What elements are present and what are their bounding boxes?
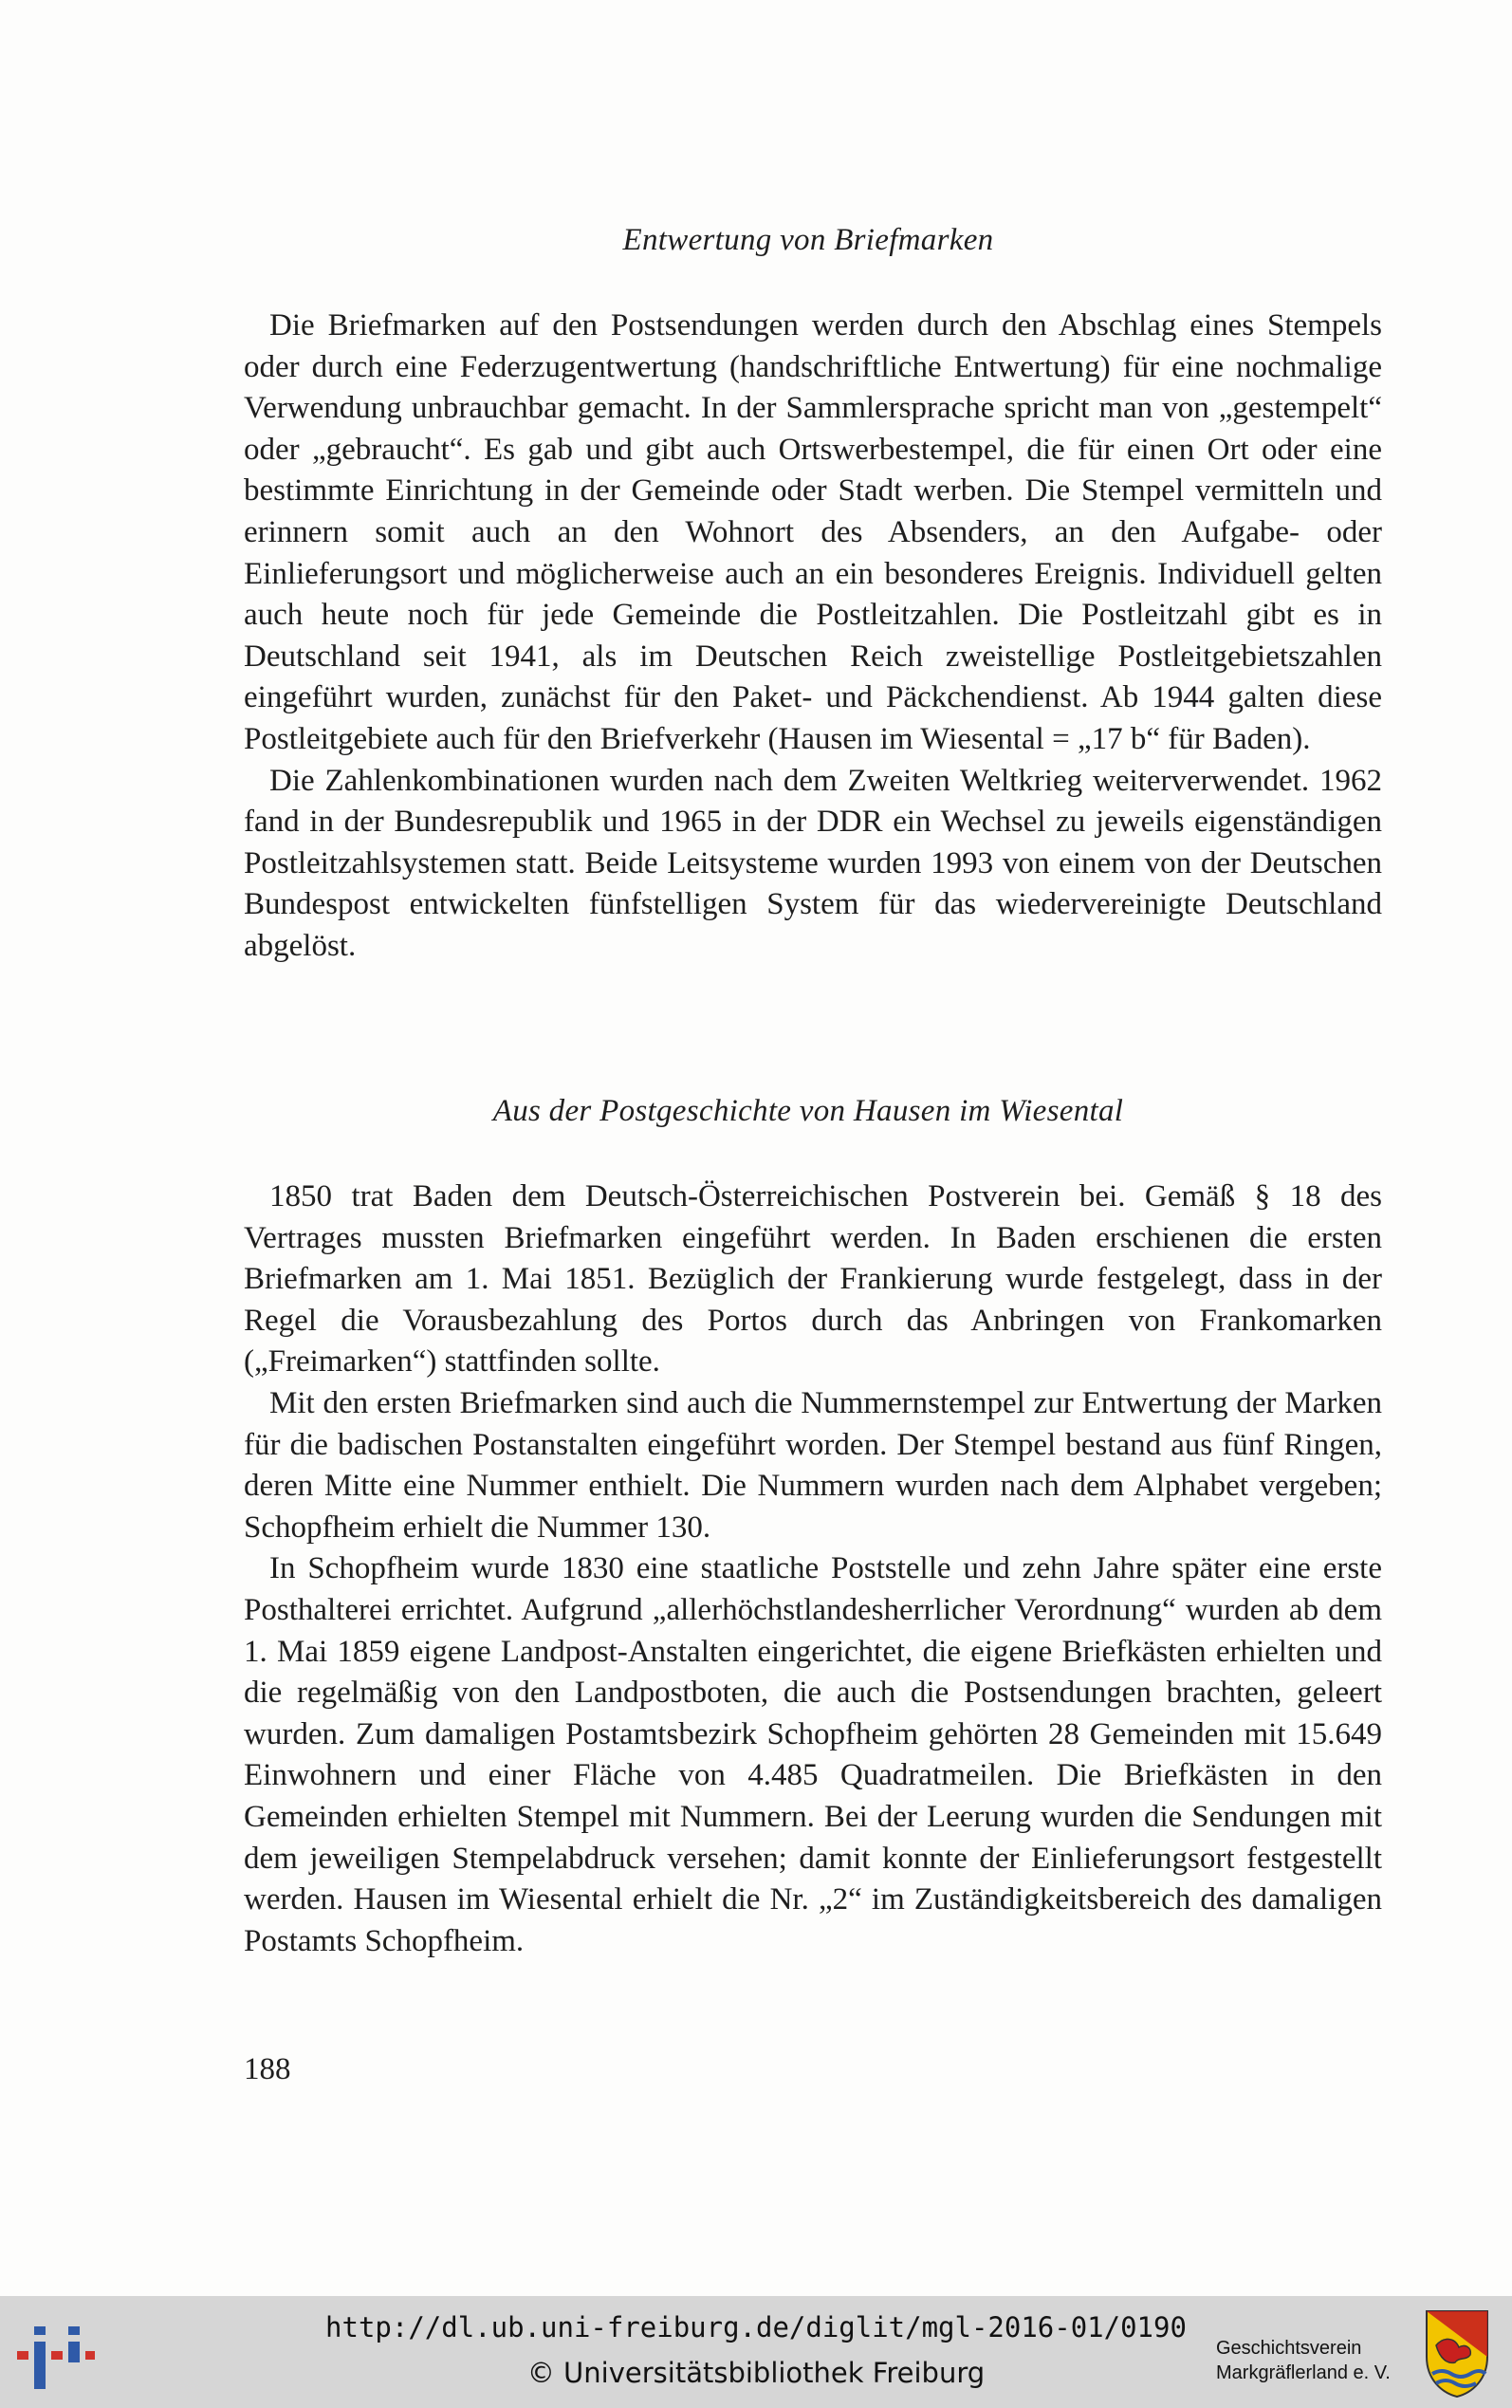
section-heading-entwertung: Entwertung von Briefmarken <box>622 223 994 257</box>
paragraph: Die Zahlenkombinationen wurden nach dem Zweiten Weltkrieg weiterverwendet. 1962 fand in der Bundesrepublik und 1965 in der DDR ein Wechsel zu jeweils eigenständigen Postleitzahlsystemen statt. Beide Leitsysteme wurden 1993 von einem von der Deutschen Bundespost entwickelten fünfstelligen System für das wiedervereinigte Deutschland abgelöst. <box>244 763 1382 963</box>
paragraph: In Schopfheim wurde 1830 eine staatliche Poststelle und zehn Jahre später eine erste Posthalterei errichtet. Aufgrund „allerhöchstlandesherrlicher Verordnung“ wurden ab dem 1. Mai 1859 eigene Landpost-Anstalten eingerichtet, die eigene Briefkästen erhielten und die regelmäßig von den Landpostboten, die auch die Postsendungen brachten, geleert wurden. Zum damaligen Postamtsbezirk Schopfheim gehörten 28 Gemeinden mit 15.649 Einwohnern und einer Fläche von 4.485 Quadratmeilen. Die Briefkästen in den Gemeinden erhielten Stempel mit Nummern. Bei der Leerung wurden die Sendungen mit dem jeweiligen Stempelabdruck versehen; damit konnte der Einlieferungsort festgestellt werden. Hausen im Wiesental erhielt die Nr. „2“ im Zuständigkeitsbereich des damaligen Postamts Schopfheim. <box>244 1551 1382 1958</box>
section-body-postgeschichte <box>244 1176 1382 1962</box>
footer-url-link[interactable]: http://dl.ub.uni-freiburg.de/diglit/mgl-2016-01/0190 <box>325 2311 1187 2343</box>
section-body-entwertung <box>244 306 1382 968</box>
section-heading-postgeschichte: Aus der Postgeschichte von Hausen im Wiesental <box>492 1094 1124 1128</box>
page-number: 188 <box>244 2052 291 2086</box>
paragraph: Die Briefmarken auf den Postsendungen werden durch den Abschlag eines Stempels oder durch eine Federzugentwertung (handschriftliche Entwertung) für eine nochmalige Verwendung unbrauchbar gemacht. In der Sammlersprache spricht man von „gestempelt“ oder „gebraucht“. Es gab und gibt auch Ortswerbestempel, die für einen Ort oder eine bestimmte Einrichtung in der Gemeinde oder Stadt werben. Die Stempel vermitteln und erinnern somit auch an den Wohnort des Absenders, an den Aufgabe- oder Einlieferungsort und möglicherweise auch an ein besonderes Ereignis. Individuell gelten auch heute noch für jede Gemeinde die Postleitzahlen. Die Postleitzahl gibt es in Deutschland seit 1941, als im Deutschen Reich zweistellige Postleitgebietszahlen eingeführt wurden, zunächst für den Paket- und Päckchendienst. Ab 1944 galten diese Postleitgebiete auch für den Briefverkehr (Hausen im Wiesental = „17 b“ für Baden). <box>244 308 1382 756</box>
paragraph: Mit den ersten Briefmarken sind auch die Nummernstempel zur Entwertung der Marken für die badischen Postanstalten eingeführt worden. Der Stempel bestand aus fünf Ringen, deren Mitte eine Nummer enthielt. Die Nummern wurden nach dem Alphabet vergeben; Schopfheim erhielt die Nummer 130. <box>244 1385 1382 1545</box>
society-line-2: Markgräflerland e. V. <box>1216 2362 1391 2383</box>
footer-society-name <box>1216 2336 1391 2385</box>
footer-copyright: © Universitätsbibliothek Freiburg <box>526 2357 986 2389</box>
paragraph: 1850 trat Baden dem Deutsch-Österreichischen Postverein bei. Gemäß § 18 des Vertrages mussten Briefmarken eingeführt werden. In Baden erschienen die ersten Briefmarken am 1. Mai 1851. Bezüglich der Frankierung wurde festgelegt, dass in der Regel die Vorausbezahlung des Portos durch das Anbringen von Frankomarken („Freimarken“) stattfinden sollte. <box>244 1179 1382 1380</box>
coat-of-arms-icon <box>1423 2307 1491 2399</box>
society-line-1: Geschichtsverein <box>1216 2338 1362 2359</box>
footer-bar <box>0 2296 1512 2408</box>
